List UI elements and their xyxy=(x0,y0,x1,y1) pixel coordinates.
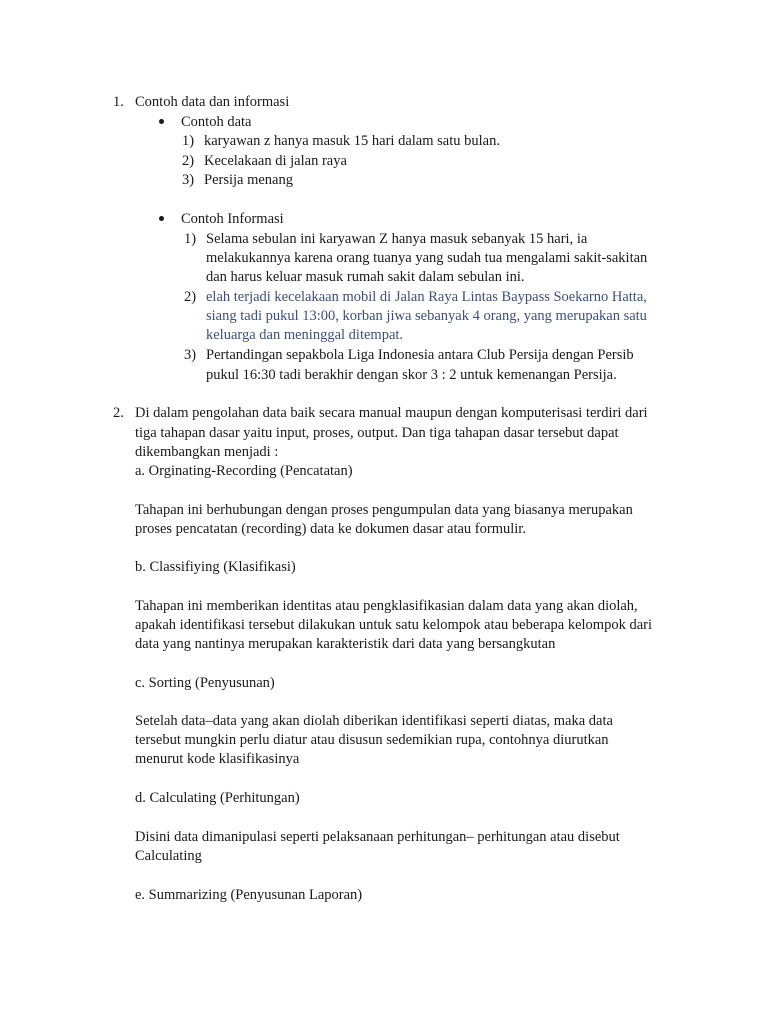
section-1-number: 1. xyxy=(113,94,124,110)
step-c-text: Setelah data–data yang akan diolah diberikan identifikasi seperti diatas, maka data xyxy=(135,713,613,729)
info-item-3-line: pukul 16:30 tadi berakhir dengan skor 3 : 2 untuk kemenangan Persija. xyxy=(206,367,617,383)
info-item-2-line: keluarga dan meninggal ditempat. xyxy=(206,327,404,343)
data-item-2-number: 2) xyxy=(182,153,195,169)
data-item-2-text: Kecelakaan di jalan raya xyxy=(204,153,347,169)
step-b-text: apakah identifikasi tersebut dilakukan untuk satu kelompok atau beberapa kelompok dari xyxy=(135,617,653,633)
data-item-3-number: 3) xyxy=(182,172,195,188)
data-item-1-number: 1) xyxy=(182,133,195,149)
step-d-text: Disini data dimanipulasi seperti pelaksanaan perhitungan– perhitungan atau disebut xyxy=(135,829,620,845)
step-a-heading: a. Orginating-Recording (Pencatatan) xyxy=(135,463,353,479)
info-item-3-line: Pertandingan sepakbola Liga Indonesia antara Club Persija dengan Persib xyxy=(206,347,634,363)
info-heading: Contoh Informasi xyxy=(181,211,284,227)
step-e-heading: e. Summarizing (Penyusunan Laporan) xyxy=(135,887,363,903)
step-d-text: Calculating xyxy=(135,848,202,864)
step-b-text: Tahapan ini memberikan identitas atau pengklasifikasian dalam data yang akan diolah, xyxy=(135,598,638,614)
step-c-text: menurut kode klasifikasinya xyxy=(135,751,300,767)
section-2-intro-line: tiga tahapan dasar yaitu input, proses, output. Dan tiga tahapan dasar tersebut dapat xyxy=(135,425,619,441)
info-item-1-line: melakukannya karena orang tuanya yang sudah tua mengalami sakit-sakitan xyxy=(206,250,648,266)
section-2-intro-line: Di dalam pengolahan data baik secara manual maupun dengan komputerisasi terdiri dari xyxy=(135,405,648,421)
data-item-1-text: karyawan z hanya masuk 15 hari dalam satu bulan. xyxy=(204,133,500,149)
step-a-text: proses pencatatan (recording) data ke dokumen dasar atau formulir. xyxy=(135,521,526,537)
section-2-intro-line: dikembangkan menjadi : xyxy=(135,444,279,460)
info-item-1-number: 1) xyxy=(184,231,197,247)
section-1-title: Contoh data dan informasi xyxy=(135,94,290,110)
step-a-text: Tahapan ini berhubungan dengan proses pengumpulan data yang biasanya merupakan xyxy=(135,502,633,518)
step-c-text: tersebut mungkin perlu diatur atau disusun sedemikian rupa, contohnya diurutkan xyxy=(135,732,609,748)
section-2-number: 2. xyxy=(113,405,124,421)
step-c-heading: c. Sorting (Penyusunan) xyxy=(135,675,275,691)
step-d-heading: d. Calculating (Perhitungan) xyxy=(135,790,300,806)
bullet-icon xyxy=(159,119,164,124)
bullet-icon xyxy=(159,216,164,221)
info-item-2-number: 2) xyxy=(184,289,197,305)
step-b-text: data yang nantinya merupakan karakteristik dari data yang bersangkutan xyxy=(135,636,556,652)
info-item-1-line: dan harus keluar masuk rumah sakit dalam sebulan ini. xyxy=(206,269,525,285)
data-item-3-text: Persija menang xyxy=(204,172,293,188)
info-item-3-number: 3) xyxy=(184,347,197,363)
info-item-2-line: siang tadi pukul 13:00, korban jiwa sebanyak 4 orang, yang merupakan satu xyxy=(206,308,647,324)
step-b-heading: b. Classifiying (Klasifikasi) xyxy=(135,559,296,575)
info-item-2-line: elah terjadi kecelakaan mobil di Jalan Raya Lintas Baypass Soekarno Hatta, xyxy=(206,289,647,305)
data-heading: Contoh data xyxy=(181,114,252,130)
info-item-1-line: Selama sebulan ini karyawan Z hanya masuk sebanyak 15 hari, ia xyxy=(206,231,588,247)
